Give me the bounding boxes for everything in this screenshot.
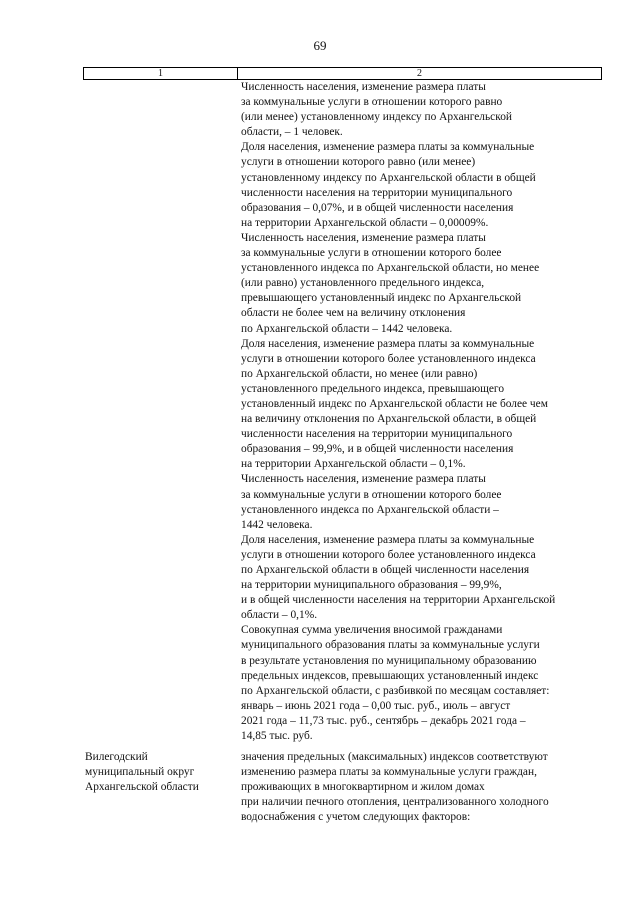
text-line: предельных индексов, превышающих установленный индекс — [241, 669, 539, 682]
region-text-line: водоснабжения с учетом следующих факторов: — [241, 811, 471, 824]
text-line: 14,85 тыс. руб. — [241, 730, 313, 743]
text-line: по Архангельской области, но менее (или равно) — [241, 367, 478, 380]
text-line: установленного индекса по Архангельской области, но менее — [241, 262, 540, 275]
text-line: за коммунальные услуги в отношении которого более — [241, 247, 502, 260]
text-line: установленного индекса по Архангельской области – — [241, 503, 499, 516]
text-line: услуги в отношении которого равно (или менее) — [241, 156, 476, 169]
text-line: Численность населения, изменение размера платы — [241, 231, 486, 244]
column-number-2: 2 — [417, 68, 422, 79]
text-line: образования – 0,07%, и в общей численности населения — [241, 201, 514, 214]
text-line: Доля населения, изменение размера платы за коммунальные — [241, 141, 535, 154]
region-name-cell — [85, 750, 199, 795]
text-line: области не более чем на величину отклонения — [241, 307, 466, 320]
region-name-line: Архангельской области — [85, 781, 199, 794]
text-line: и в общей численности населения на территории Архангельской — [241, 594, 556, 607]
table-column-header — [83, 67, 602, 80]
text-line: превышающего установленный индекс по Архангельской — [241, 292, 522, 305]
text-line: 1442 человека. — [241, 518, 313, 531]
text-line: услуги в отношении которого более установленного индекса — [241, 352, 536, 365]
text-line: услуги в отношении которого более установленного индекса — [241, 548, 536, 561]
region-name-line: Вилегодский — [85, 751, 148, 763]
page-number: 69 — [313, 38, 327, 53]
text-line: установленного предельного индекса, превышающего — [241, 382, 505, 395]
text-line: по Архангельской области – 1442 человека. — [241, 322, 453, 335]
text-line: по Архангельской области, с разбивкой по месяцам составляет: — [241, 684, 550, 697]
text-line: за коммунальные услуги в отношении которого более — [241, 488, 502, 501]
text-line: муниципального образования платы за коммунальные услуги — [241, 639, 540, 652]
text-line: на территории муниципального образования – 99,9%, — [241, 579, 502, 592]
text-line: Совокупная сумма увеличения вносимой гражданами — [241, 624, 503, 637]
text-line: области – 0,1%. — [241, 609, 318, 622]
main-text-block — [241, 80, 555, 744]
text-line: (или равно) установленного предельного индекса, — [241, 277, 485, 290]
region-name-line: муниципальный округ — [85, 766, 195, 779]
region-text-line: значения предельных (максимальных) индексов соответствуют — [241, 751, 548, 763]
text-line: установленному индексу по Архангельской области в общей — [241, 171, 536, 184]
text-line: (или менее) установленному индексу по Архангельской — [241, 111, 512, 124]
text-line: за коммунальные услуги в отношении которого равно — [241, 96, 503, 109]
column-number-1: 1 — [84, 68, 238, 79]
text-line: в результате установления по муниципальному образованию — [241, 654, 537, 667]
text-line: Доля населения, изменение размера платы за коммунальные — [241, 337, 535, 350]
region-text-line: изменению размера платы за коммунальные услуги граждан, — [241, 766, 537, 779]
region-text-line: при наличии печного отопления, централизованного холодного — [241, 796, 549, 809]
text-line: на территории Архангельской области – 0,1%. — [241, 458, 466, 471]
text-line: январь – июнь 2021 года – 0,00 тыс. руб., июль – август — [241, 699, 511, 712]
text-line: установленный индекс по Архангельской области не более чем — [241, 397, 548, 410]
text-line: численности населения на территории муниципального — [241, 186, 513, 199]
text-line: 2021 года – 11,73 тыс. руб., сентябрь – декабрь 2021 года – — [241, 714, 526, 727]
text-line: Доля населения, изменение размера платы за коммунальные — [241, 533, 535, 546]
region-text-line: проживающих в многоквартирном и жилом домах — [241, 781, 485, 794]
text-line: численности населения на территории муниципального — [241, 428, 513, 441]
text-line: образования – 99,9%, и в общей численности населения — [241, 443, 514, 456]
text-line: Численность населения, изменение размера платы — [241, 473, 486, 486]
text-line: области, – 1 человек. — [241, 126, 343, 139]
text-line: на величину отклонения по Архангельской области, в общей — [241, 413, 537, 426]
text-line: по Архангельской области в общей численности населения — [241, 564, 530, 576]
text-line: на территории Архангельской области – 0,00009%. — [241, 216, 489, 229]
text-line: Численность населения, изменение размера платы — [241, 81, 486, 93]
region-description-cell — [241, 750, 549, 825]
